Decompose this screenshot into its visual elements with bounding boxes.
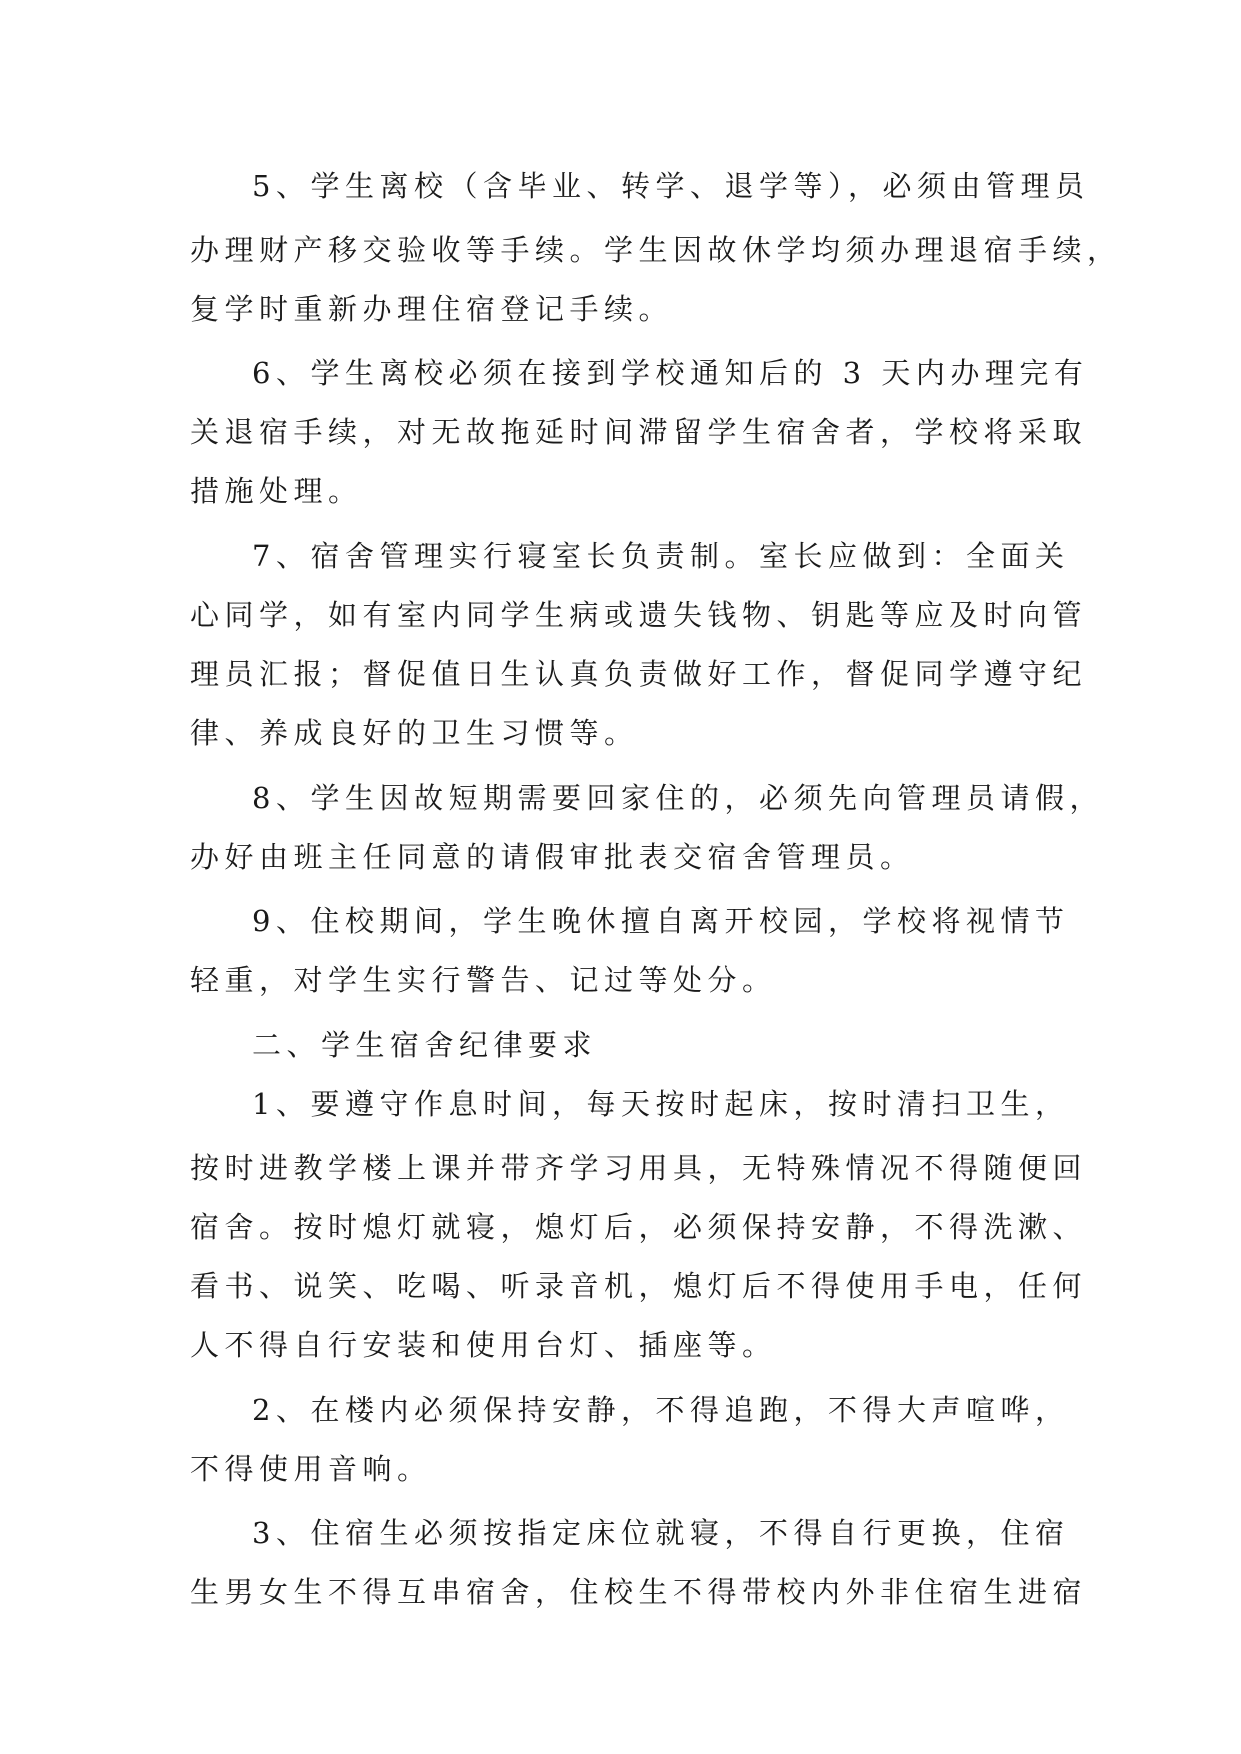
text-line: 2、在楼内必须保持安静，不得追跑，不得大声喧哗， xyxy=(252,1393,1070,1427)
text-line: 看书、说笑、吃喝、听录音机，熄灯后不得使用手电，任何 xyxy=(190,1269,1088,1303)
section-heading: 二、学生宿舍纪律要求 xyxy=(252,1028,598,1062)
text-line: 复学时重新办理住宿登记手续。 xyxy=(190,292,674,326)
text-line: 6、学生离校必须在接到学校通知后的 3 天内办理完有 xyxy=(252,356,1089,390)
text-line: 5、学生离校（含毕业、转学、退学等），必须由管理员 xyxy=(252,169,1090,203)
text-line: 9、住校期间，学生晚休擅自离开校园，学校将视情节 xyxy=(252,904,1070,938)
text-line: 不得使用音响。 xyxy=(190,1452,432,1486)
text-line: 律、养成良好的卫生习惯等。 xyxy=(190,716,639,750)
text-line: 措施处理。 xyxy=(190,474,363,508)
text-line: 理员汇报；督促值日生认真负责做好工作，督促同学遵守纪 xyxy=(190,657,1088,691)
text-line: 轻重，对学生实行警告、记过等处分。 xyxy=(190,963,777,997)
text-line: 关退宿手续，对无故拖延时间滞留学生宿舍者，学校将采取 xyxy=(190,415,1088,449)
text-line: 8、学生因故短期需要回家住的，必须先向管理员请假， xyxy=(252,781,1104,815)
text-line: 办好由班主任同意的请假审批表交宿舍管理员。 xyxy=(190,840,915,874)
text-line: 1、要遵守作息时间，每天按时起床，按时清扫卫生， xyxy=(252,1087,1070,1121)
text-line: 按时进教学楼上课并带齐学习用具，无特殊情况不得随便回 xyxy=(190,1151,1088,1185)
text-line: 人不得自行安装和使用台灯、插座等。 xyxy=(190,1328,777,1362)
text-line: 7、宿舍管理实行寝室长负责制。室长应做到：全面关 xyxy=(252,539,1070,573)
text-line: 办理财产移交验收等手续。学生因故休学均须办理退宿手续， xyxy=(190,233,1122,267)
text-line: 生男女生不得互串宿舍，住校生不得带校内外非住宿生进宿 xyxy=(190,1575,1088,1609)
text-line: 3、住宿生必须按指定床位就寝，不得自行更换，住宿 xyxy=(252,1516,1070,1550)
text-line: 宿舍。按时熄灯就寝，熄灯后，必须保持安静，不得洗漱、 xyxy=(190,1210,1088,1244)
text-line: 心同学，如有室内同学生病或遗失钱物、钥匙等应及时向管 xyxy=(190,598,1088,632)
